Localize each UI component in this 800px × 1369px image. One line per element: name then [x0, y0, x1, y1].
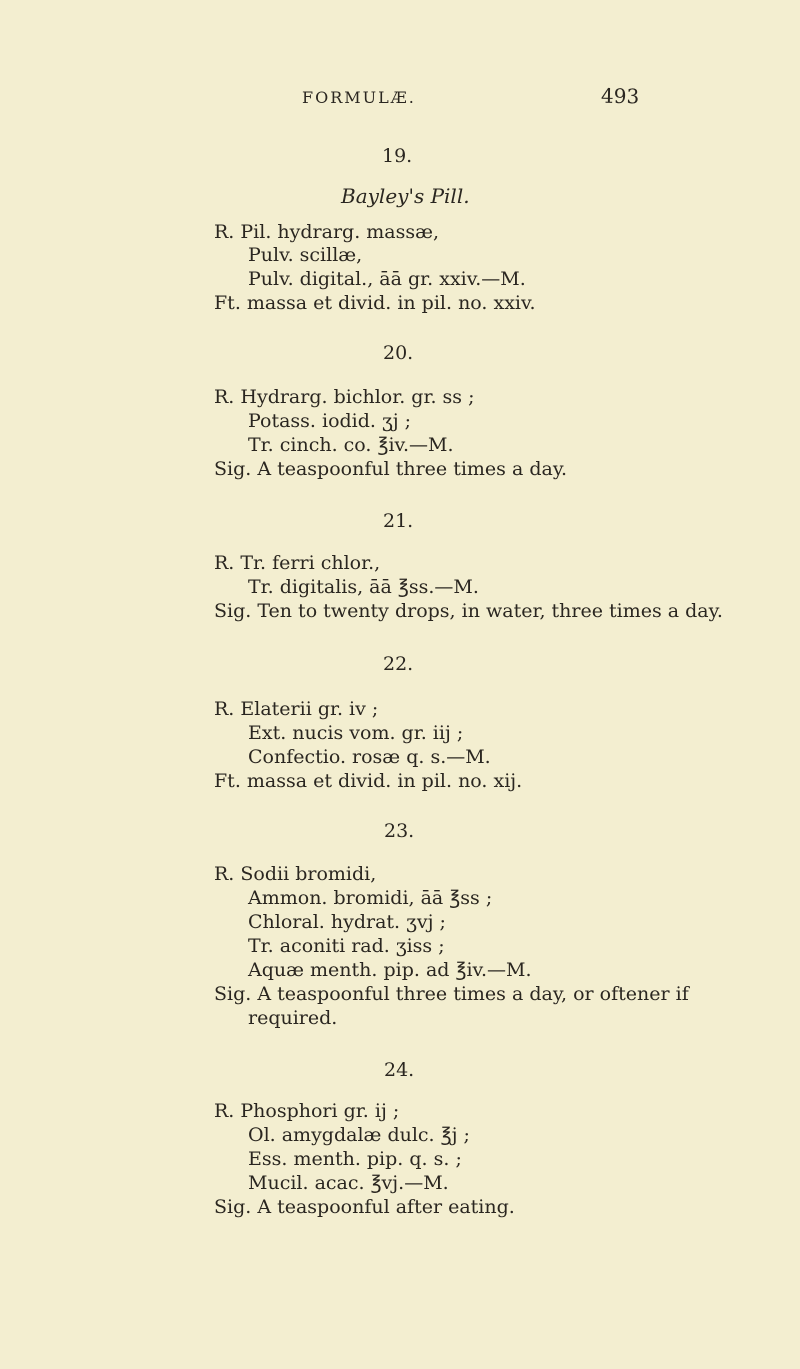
- formula-line: Ammon. bromidi, āā ℥ss ;: [248, 887, 493, 909]
- formula-line: R. Pil. hydrarg. massæ,: [214, 221, 440, 243]
- formula-line: Aquæ menth. pip. ad ℥iv.—M.: [248, 959, 532, 981]
- formula-title: Bayley's Pill.: [341, 184, 470, 208]
- formula-line: Ext. nucis vom. gr. iij ;: [248, 722, 464, 744]
- formula-line: R. Hydrarg. bichlor. gr. ss ;: [214, 386, 475, 408]
- formula-line: Ess. menth. pip. q. s. ;: [248, 1148, 462, 1170]
- formula-number: 21.: [383, 510, 414, 532]
- formula-line: Sig. Ten to twenty drops, in water, three times a day.: [214, 600, 723, 622]
- formula-line: Ol. amygdalæ dulc. ℥j ;: [248, 1124, 470, 1146]
- formula-line: Potass. iodid. ʒj ;: [248, 410, 412, 432]
- formula-line: R. Elaterii gr. iv ;: [214, 698, 379, 720]
- formula-number: 23.: [384, 820, 415, 842]
- formula-line: Chloral. hydrat. ʒvj ;: [248, 911, 446, 933]
- formula-line: R. Tr. ferri chlor.,: [214, 552, 381, 574]
- page-header: [0, 84, 800, 114]
- formula-line: Pulv. scillæ,: [248, 244, 363, 266]
- formula-line: Ft. massa et divid. in pil. no. xxiv.: [214, 292, 536, 314]
- formula-line: Ft. massa et divid. in pil. no. xij.: [214, 770, 523, 792]
- formula-number: 20.: [383, 342, 414, 364]
- formula-line: Sig. A teaspoonful three times a day.: [214, 458, 568, 480]
- formula-line: R. Phosphori gr. ij ;: [214, 1100, 400, 1122]
- formula-number: 22.: [383, 653, 414, 675]
- formula-line: Tr. cinch. co. ℥iv.—M.: [248, 434, 454, 456]
- formula-line: required.: [248, 1007, 338, 1029]
- formula-line: Tr. digitalis, āā ℥ss.—M.: [248, 576, 479, 598]
- formula-line: Sig. A teaspoonful after eating.: [214, 1196, 515, 1218]
- formula-line: Sig. A teaspoonful three times a day, or oftener if: [214, 983, 689, 1005]
- page-number: 493: [600, 83, 640, 109]
- formula-line: R. Sodii bromidi,: [214, 863, 377, 885]
- formula-line: Mucil. acac. ℥vj.—M.: [248, 1172, 449, 1194]
- formula-line: Confectio. rosæ q. s.—M.: [248, 746, 491, 768]
- formula-number: 19.: [382, 145, 413, 167]
- formula-line: Pulv. digital., āā gr. xxiv.—M.: [248, 268, 526, 290]
- running-title: FORMULÆ.: [302, 88, 416, 107]
- formula-line: Tr. aconiti rad. ʒiss ;: [248, 935, 445, 957]
- formula-number: 24.: [384, 1059, 415, 1081]
